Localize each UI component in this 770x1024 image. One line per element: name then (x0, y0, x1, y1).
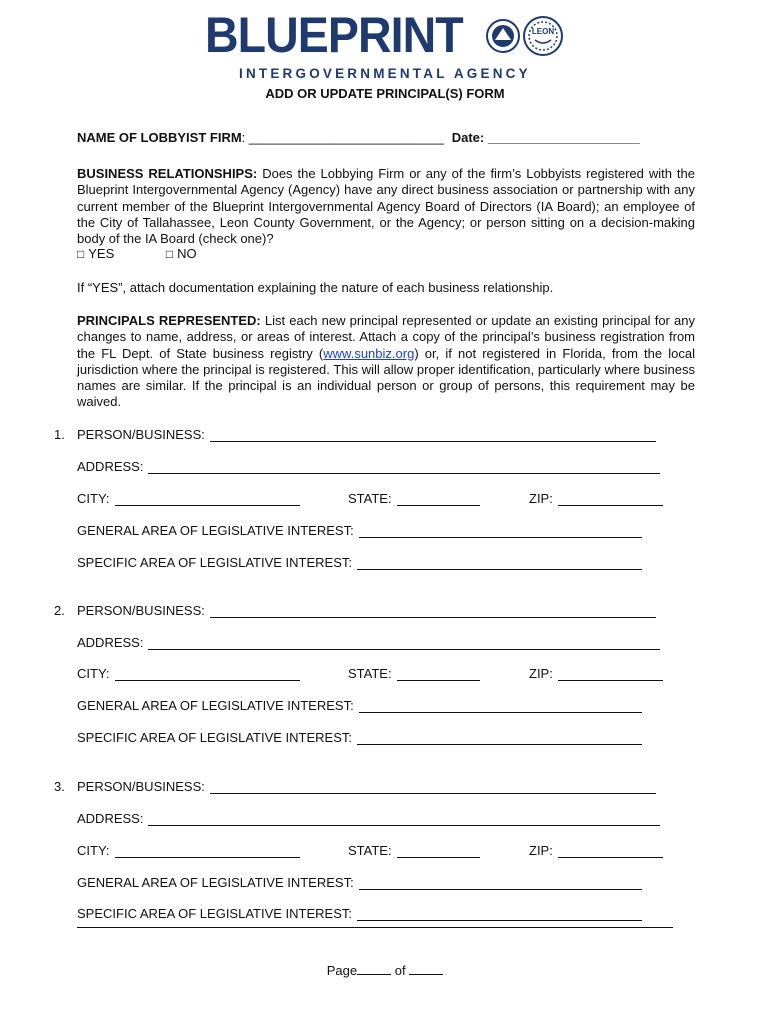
seal-text: LEON (531, 27, 555, 36)
general-interest-row (77, 523, 642, 538)
page-footer (0, 962, 770, 978)
logo-seals (485, 16, 567, 71)
zip-row (529, 843, 663, 858)
specific-interest-label: SPECIFIC AREA OF LEGISLATIVE INTEREST: (77, 730, 352, 745)
specific-interest-label: SPECIFIC AREA OF LEGISLATIVE INTEREST: (77, 555, 352, 570)
city-input[interactable] (115, 492, 300, 506)
person-business-row (77, 603, 656, 618)
checkbox-icon[interactable]: □ (165, 247, 174, 261)
zip-label: ZIP: (529, 666, 553, 681)
business-relationships-paragraph (77, 166, 695, 247)
city-row (77, 491, 300, 506)
zip-label: ZIP: (529, 843, 553, 858)
entry-number: 3. (54, 779, 65, 794)
firm-line (77, 130, 640, 145)
general-interest-label: GENERAL AREA OF LEGISLATIVE INTEREST: (77, 875, 354, 890)
principals-paragraph (77, 313, 695, 411)
city-input[interactable] (115, 667, 300, 681)
page-total-input[interactable] (409, 962, 443, 975)
if-yes-instruction: If “YES”, attach documentation explaining the nature of each business relationship. (77, 280, 554, 295)
zip-row (529, 666, 663, 681)
person-business-label: PERSON/BUSINESS: (77, 427, 205, 442)
state-label: STATE: (348, 843, 392, 858)
person-business-input[interactable] (210, 428, 656, 442)
zip-label: ZIP: (529, 491, 553, 506)
relationship-checkboxes (77, 246, 197, 261)
address-label: ADDRESS: (77, 811, 144, 826)
person-business-label: PERSON/BUSINESS: (77, 603, 205, 618)
specific-interest-row (77, 555, 642, 570)
general-interest-row (77, 875, 642, 890)
address-row (77, 811, 660, 826)
business-text: Does the Lobbying Firm or any of the firm’s Lobbyists registered with the Blueprint Intergovernmental Agency (Agency) have any direct business association or partnership with any current member of the Blueprint Intergovernmental Agency Board of Directors (IA Board); an employee of the City of Tallahassee, Leon County Government, or the Agency; or person sitting on a decision-making body of the IA Board (check one)? (77, 166, 695, 247)
entry-number: 1. (54, 427, 65, 442)
state-input[interactable] (397, 492, 480, 506)
city-row (77, 843, 300, 858)
specific-interest-row (77, 906, 642, 921)
general-interest-label: GENERAL AREA OF LEGISLATIVE INTEREST: (77, 698, 354, 713)
firm-name-blank[interactable]: : ___________________________ (241, 130, 445, 145)
address-input[interactable] (148, 460, 660, 474)
general-interest-label: GENERAL AREA OF LEGISLATIVE INTEREST: (77, 523, 354, 538)
person-business-label: PERSON/BUSINESS: (77, 779, 205, 794)
zip-input[interactable] (558, 667, 663, 681)
principals-heading: PRINCIPALS REPRESENTED: (77, 313, 261, 328)
state-label: STATE: (348, 666, 392, 681)
address-label: ADDRESS: (77, 459, 144, 474)
page-number-input[interactable] (357, 962, 391, 975)
state-row (348, 666, 480, 681)
general-interest-row (77, 698, 642, 713)
city-row (77, 666, 300, 681)
general-interest-input[interactable] (359, 699, 642, 713)
specific-interest-input[interactable] (357, 731, 642, 745)
state-label: STATE: (348, 491, 392, 506)
person-business-row (77, 779, 656, 794)
date-label[interactable]: Date: _____________________ (451, 130, 640, 145)
of-label: of (394, 963, 406, 978)
address-row (77, 459, 660, 474)
person-business-input[interactable] (210, 604, 656, 618)
state-input[interactable] (397, 844, 480, 858)
specific-interest-label: SPECIFIC AREA OF LEGISLATIVE INTEREST: (77, 906, 352, 921)
yes-option[interactable] (77, 246, 114, 261)
principal-entry-1 (0, 425, 770, 585)
principal-entry-3 (0, 777, 770, 937)
person-business-input[interactable] (210, 780, 656, 794)
specific-interest-input[interactable] (357, 907, 642, 921)
page-label: Page (326, 963, 358, 978)
divider (77, 927, 673, 928)
principals-text-1: List each new principal represented or update an existing principal for any changes to name, address, or areas of interest. Attach a copy of the principal’s business registration from the FL Dept. of State business registry ( (77, 313, 695, 361)
principal-entry-2 (0, 601, 770, 761)
entry-number: 2. (54, 603, 65, 618)
person-business-row (77, 427, 656, 442)
address-input[interactable] (148, 812, 660, 826)
no-option[interactable] (166, 246, 197, 261)
city-label: CITY: (77, 491, 110, 506)
zip-input[interactable] (558, 844, 663, 858)
specific-interest-row (77, 730, 642, 745)
city-input[interactable] (115, 844, 300, 858)
specific-interest-input[interactable] (357, 556, 642, 570)
city-label: CITY: (77, 843, 110, 858)
no-label: NO (177, 246, 197, 261)
firm-label: NAME OF LOBBYIST FIRM (77, 130, 242, 145)
form-title: ADD OR UPDATE PRINCIPAL(S) FORM (265, 86, 505, 101)
seal-icons (485, 16, 567, 66)
zip-input[interactable] (558, 492, 663, 506)
checkbox-icon[interactable]: □ (77, 247, 85, 261)
address-row (77, 635, 660, 650)
business-heading: BUSINESS RELATIONSHIPS: (77, 166, 258, 181)
blueprint-logo (205, 8, 575, 80)
state-input[interactable] (397, 667, 480, 681)
address-label: ADDRESS: (77, 635, 144, 650)
zip-row (529, 491, 663, 506)
state-row (348, 843, 480, 858)
yes-label: YES (88, 246, 115, 261)
logo-subtitle: INTERGOVERNMENTAL AGENCY (239, 66, 531, 81)
principals-text-2: ) or, if not registered in Florida, from the local jurisdiction where the principal is registered. This will allow proper identification, particularly where business names are similar. If the principal is an individual person or group of persons, this requirement may be waived. (77, 345, 695, 410)
state-row (348, 491, 480, 506)
general-interest-input[interactable] (359, 876, 642, 890)
logo-wordmark: BLUEPRINT (205, 7, 463, 63)
address-input[interactable] (148, 636, 660, 650)
city-label: CITY: (77, 666, 110, 681)
general-interest-input[interactable] (359, 524, 642, 538)
sunbiz-link[interactable]: www.sunbiz.org (323, 345, 415, 361)
